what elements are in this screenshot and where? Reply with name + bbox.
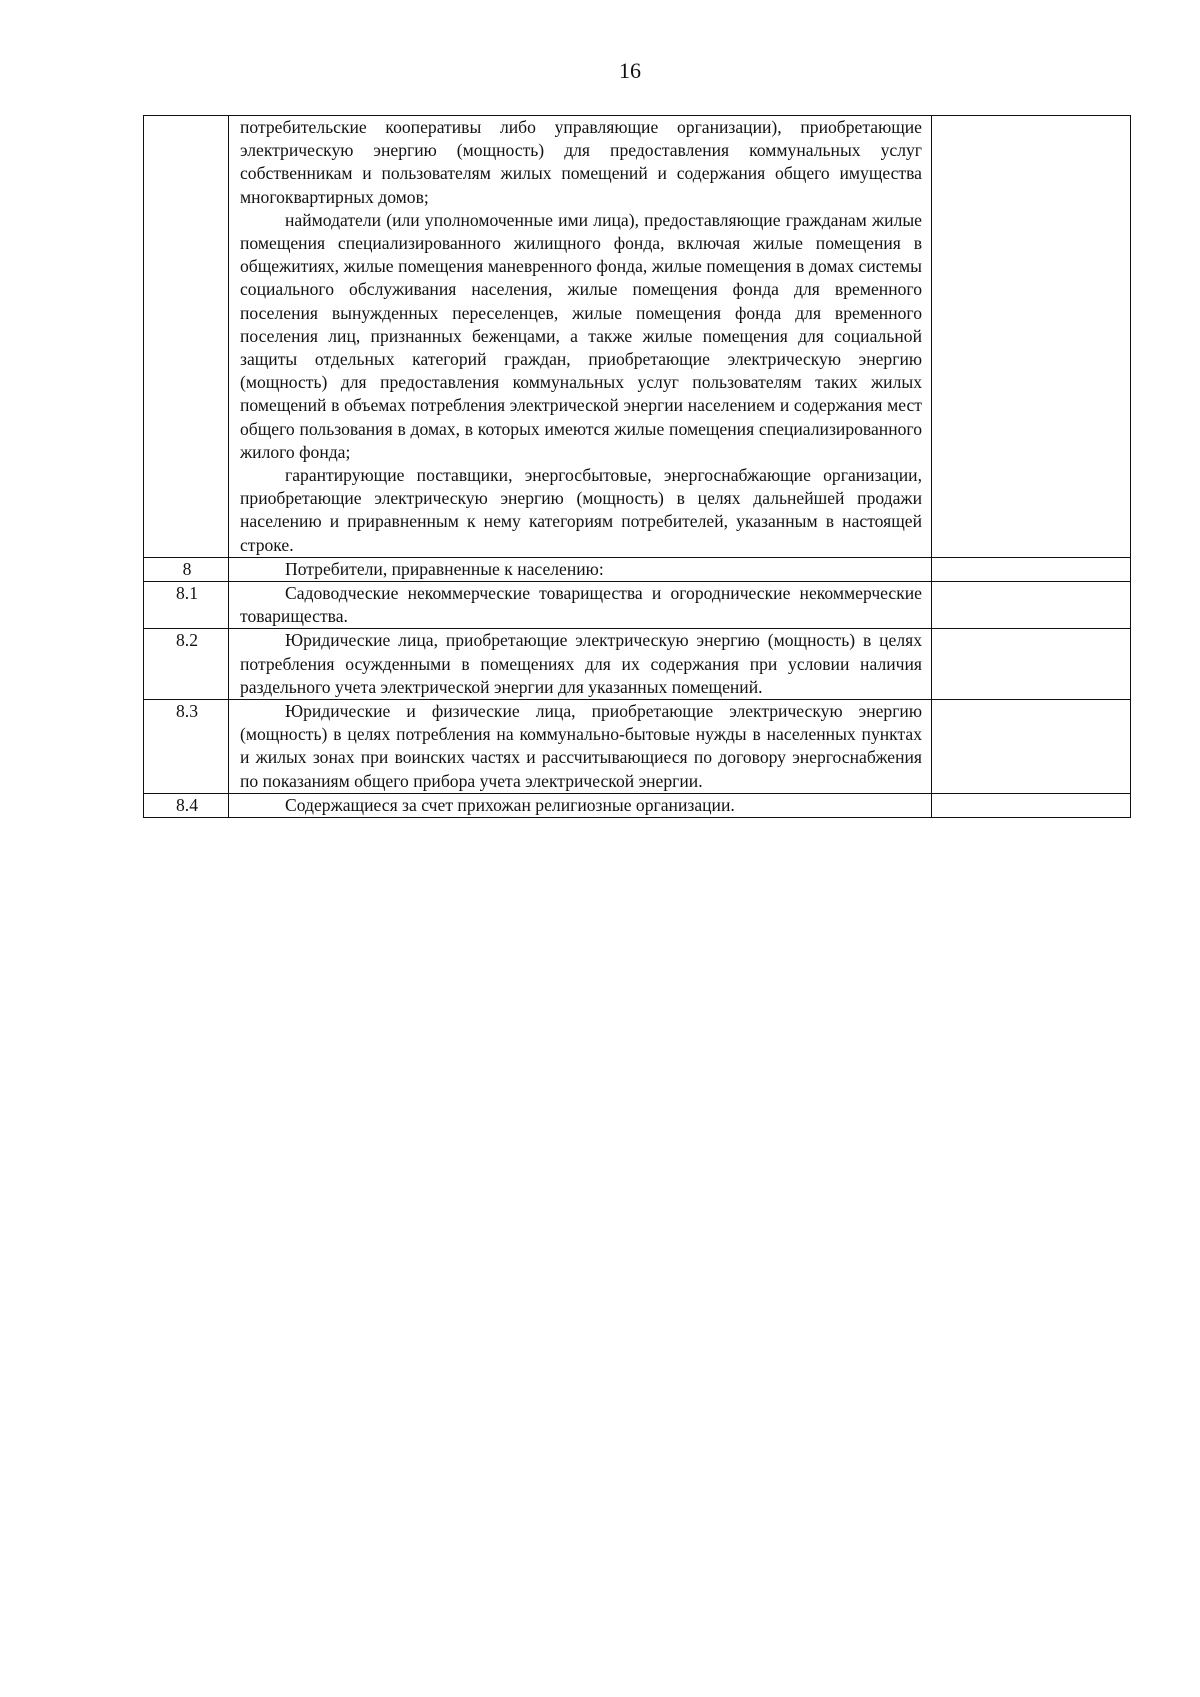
description-paragraph: Юридические и физические лица, приобретающие электрическую энергию (мощность) в целях потребления на коммунально-бытовые нужды в населенных пунктах и жилых зонах при воинских частях и рассчитывающиеся по договору энергоснабжения по показаниям общего прибора учета электрической энергии. <box>240 701 922 791</box>
row-value-cell <box>932 629 1131 700</box>
page-number: 16 <box>619 58 641 83</box>
description-paragraph: наймодатели (или уполномоченные ими лица), предоставляющие гражданам жилые помещения специализированного жилищного фонда, включая жилые помещения в общежитиях, жилые помещения маневренного фонда, жилые помещения в домах системы социального обслуживания населения, жилые помещения фонда для временного поселения вынужденных переселенцев, жилые помещения фонда для временного поселения лиц, признанных беженцами, а также жилые помещения для социальной защиты отдельных категорий граждан, приобретающие электрическую энергию (мощность) для предоставления коммунальных услуг пользователям таких жилых помещений в объемах потребления электрической энергии населением и содержания мест общего пользования в домах, в которых имеются жилые помещения специализированного жилого фонда; <box>240 209 922 462</box>
table-row-continuation <box>144 116 1131 558</box>
tariff-consumer-table <box>143 115 1131 818</box>
row-number-cell <box>144 116 229 558</box>
table-row-8-2 <box>144 629 1131 700</box>
table-row-8 <box>144 557 1131 581</box>
row-description-cell <box>229 700 932 794</box>
row-number-cell: 8.1 <box>144 582 229 629</box>
row-number-cell: 8.4 <box>144 793 229 817</box>
row-value-cell <box>932 557 1131 581</box>
row-value-cell <box>932 116 1131 558</box>
row-description-cell <box>229 582 932 629</box>
description-paragraph: потребительские кооперативы либо управляющие организации), приобретающие электрическую энергию (мощность) для предоставления коммунальных услуг собственникам и пользователям жилых помещений и содержания общего имущества многоквартирных домов; <box>240 117 922 207</box>
description-paragraph: Садоводческие некоммерческие товарищества и огороднические некоммерческие товарищества. <box>240 583 922 627</box>
row-description-cell <box>229 557 932 581</box>
row-value-cell <box>932 582 1131 629</box>
description-paragraph: Содержащиеся за счет прихожан религиозные организации. <box>285 794 735 815</box>
description-paragraph: Юридические лица, приобретающие электрическую энергию (мощность) в целях потребления осужденными в помещениях для их содержания при условии наличия раздельного учета электрической энергии для указанных помещений. <box>240 630 922 697</box>
row-number-cell: 8.2 <box>144 629 229 700</box>
row-description-cell <box>229 116 932 558</box>
row-value-cell <box>932 793 1131 817</box>
table-row-8-3 <box>144 700 1131 794</box>
row-number-cell: 8 <box>144 557 229 581</box>
table-row-8-4 <box>144 793 1131 817</box>
description-paragraph: Потребители, приравненные к населению: <box>285 558 604 579</box>
row-value-cell <box>932 700 1131 794</box>
row-description-cell <box>229 793 932 817</box>
table-row-8-1 <box>144 582 1131 629</box>
row-number-cell: 8.3 <box>144 700 229 794</box>
row-description-cell <box>229 629 932 700</box>
description-paragraph: гарантирующие поставщики, энергосбытовые, энергоснабжающие организации, приобретающие электрическую энергию (мощность) в целях дальнейшей продажи населению и приравненным к нему категориям потребителей, указанным в настоящей строке. <box>240 465 922 555</box>
